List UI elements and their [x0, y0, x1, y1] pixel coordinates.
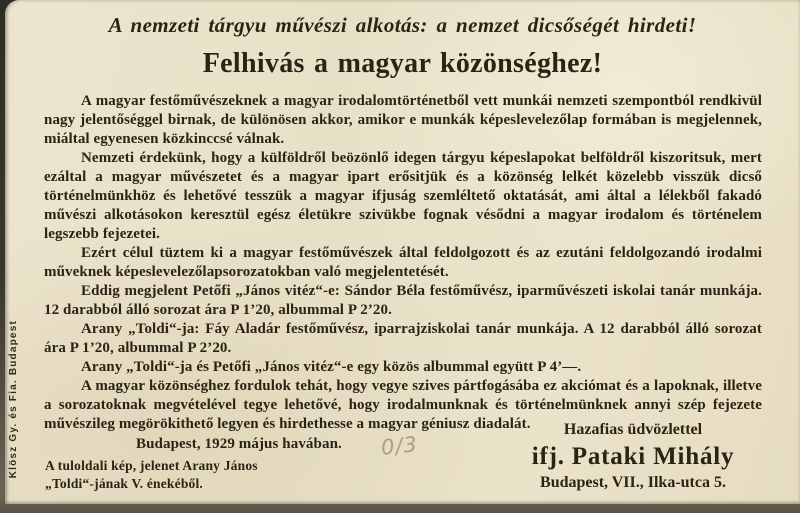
paragraph-2: Nemzeti érdekünk, hogy a külföldről beözönlő idegen tárgyu képeslapokat belföldről kiszoritsuk, mert ezáltal a magyar művészetet és a magyar ipart erősitjük és a közönség lelkét közelebb visszük dicső történelmünkhöz és lehetővé tesszük a magyar ifjuság szemléltető oktatását, ami által a lélekből fakadó művészi alkotásokon keresztül egész életükre szivükbe fognak vésődni a magyar irodalom és történelem legszebb fejezetei.	[44, 150, 762, 242]
footnote	[45, 457, 258, 492]
paragraph-1: A magyar festőművészeknek a magyar irodalomtörténetből vett munkái nemzeti szempontból rendkivül nagy jelentőséggel birnak, de különösen akkor, amikor e munkák képeslevelezőlap formában is megjelennek, miáltal egyenesen közkinccsé válnak.	[44, 93, 762, 147]
body-text	[44, 92, 762, 454]
printer-mark: Klösz Gy. és Fia. Budapest	[8, 319, 19, 478]
date-line: Budapest, 1929 május havában.	[136, 436, 342, 452]
paragraph-6: Arany „Toldi“-ja és Petőfi „János vitéz“-e egy közös albummal együtt P 4’—.	[81, 359, 582, 375]
footnote-line-2: „Toldi“-jának V. énekéből.	[45, 475, 203, 491]
header-slogan: A nemzeti tárgyu művészi alkotás: a nemzet dicsőségét hirdeti!	[108, 13, 697, 37]
signature-name: ifj. Pataki Mihály	[531, 443, 735, 470]
paragraph-4: Eddig megjelent Petőfi „János vitéz“-e: Sándor Béla festőművész, iparművészeti iskolai tanár munkája. 12 darabból álló sorozat ára P 1’20, albummal P 2’20.	[44, 283, 762, 318]
page-title: Felhivás a magyar közönséghez!	[202, 48, 603, 79]
paragraph-7: A magyar közönséghez fordulok tehát, hogy vegye szives pártfogásába ez akciómat és a lapoknak, illetve a sorozatoknak megvételével tegye lehetővé, hogy irodalmunknak és történelmünknek annyi szép fejezete művészileg megörökithető legyen és hirdethesse a magyar géniusz diadalát.	[44, 378, 762, 432]
signature-address: Budapest, VII., Ilka-utca 5.	[540, 474, 726, 491]
paragraph-3: Ezért célul tüztem ki a magyar festőművészek által feldolgozott és az ezutáni feldolgozandó irodalmi műveknek képeslevelezőlapsorozatokban való megjelentetését.	[44, 245, 762, 280]
postcard	[5, 0, 800, 504]
signature-salutation: Hazafias üdvözlettel	[563, 421, 703, 438]
signature-block	[498, 420, 768, 493]
footnote-line-1: A tuloldali kép, jelenet Arany János	[45, 458, 258, 473]
paragraph-5: Arany „Toldi“-ja: Fáy Aladár festőművész, iparrajziskolai tanár munkája. A 12 darabból álló sorozat ára P 1’20, albummal P 2’20.	[44, 321, 762, 356]
pencil-mark: 0/3	[379, 432, 419, 460]
